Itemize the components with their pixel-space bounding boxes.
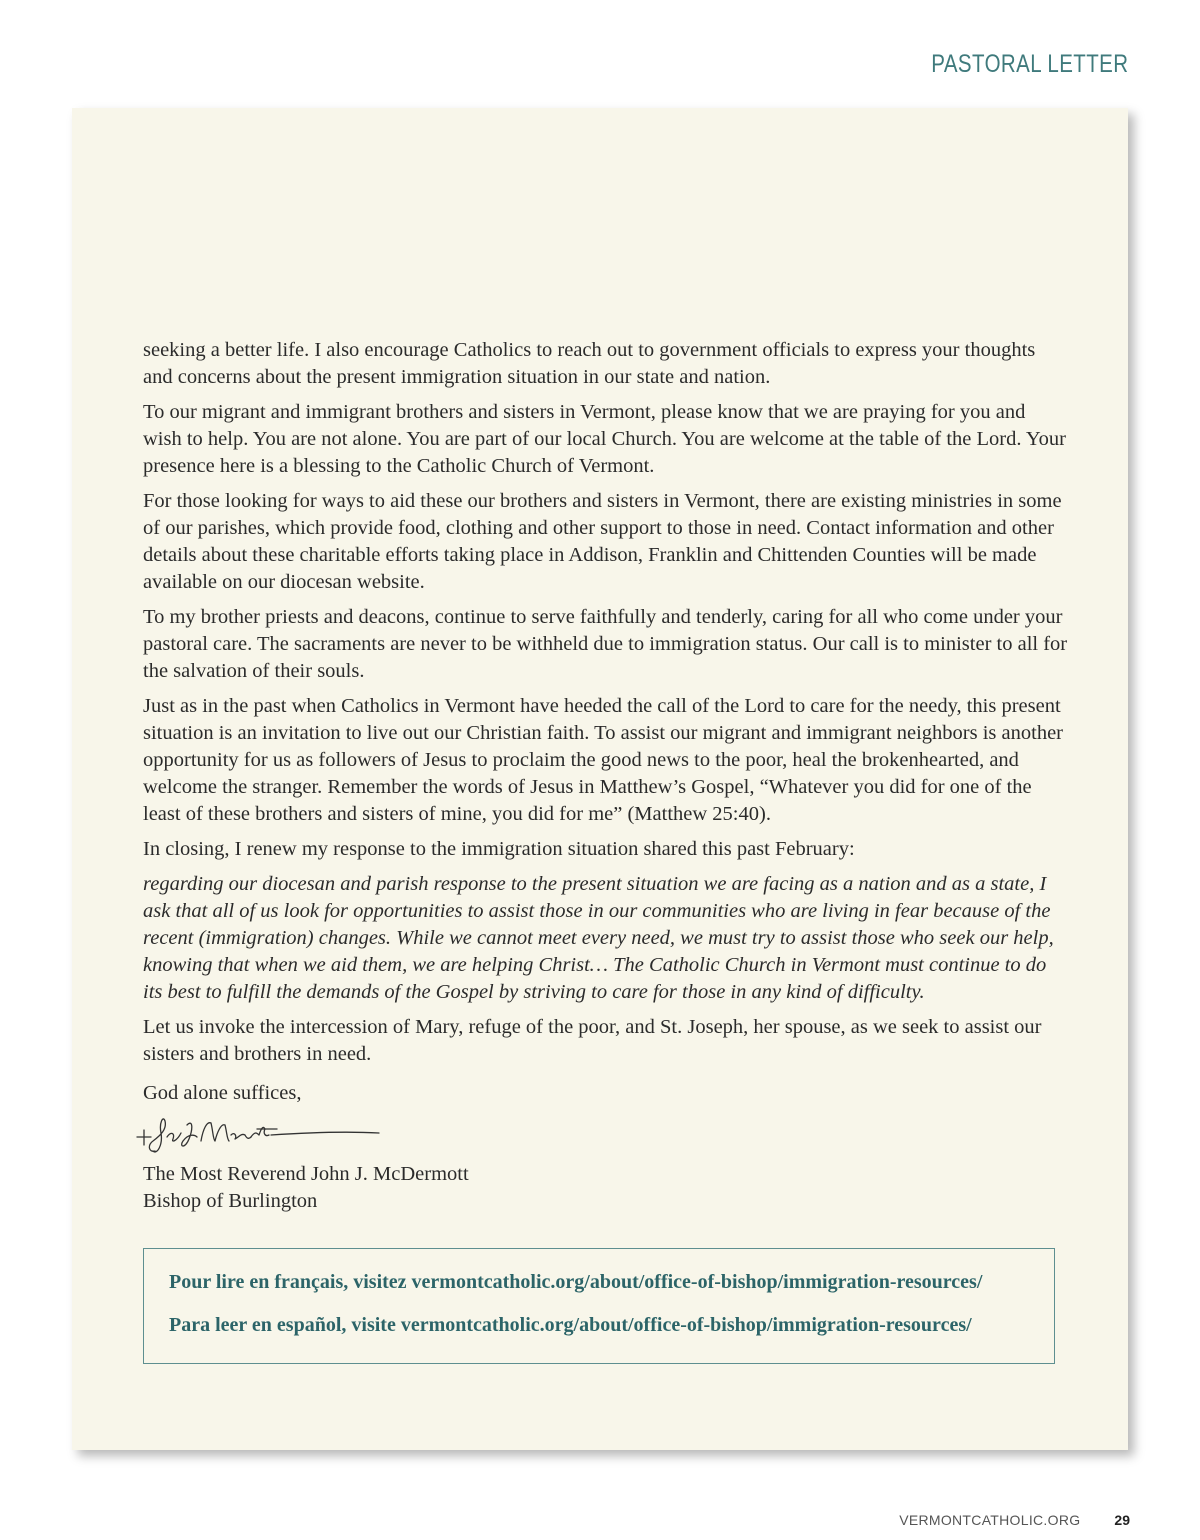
section-label: PASTORAL LETTER <box>930 50 1128 78</box>
letter-paragraph: To our migrant and immigrant brothers and sisters in Vermont, please know that we are praying for you and wish to help. You are not alone. You are part of our local Church. You are welcome at the table of the Lord. Your presence here is a blessing to the Catholic Church of Vermont. <box>143 401 1066 477</box>
closing-line: God alone suffices, <box>143 1082 302 1104</box>
letter-paragraph: In closing, I renew my response to the immigration situation shared this past February: <box>143 838 855 860</box>
letter-paragraph: To my brother priests and deacons, continue to serve faithfully and tenderly, caring for all who come under your pastoral care. The sacraments are never to be withheld due to immigration status. Our call is to minister to all for the salvation of their souls. <box>143 606 1068 682</box>
french-resource-link[interactable]: Pour lire en français, visitez vermontcatholic.org/about/office-of-bishop/immigration-resources/ <box>169 1271 983 1293</box>
signature-block <box>143 1080 743 1215</box>
translation-resources-box <box>143 1248 1055 1364</box>
letter-paragraph: Let us invoke the intercession of Mary, refuge of the poor, and St. Joseph, her spouse, as we seek to assist our sisters and brothers in need. <box>143 1016 1042 1065</box>
letter-paragraph: For those looking for ways to aid these our brothers and sisters in Vermont, there are existing ministries in some of our parishes, which provide food, clothing and other support to those in need. Contact information and other details about these charitable efforts taking place in Addison, Franklin and Chittenden Counties will be made available on our diocesan website. <box>143 490 1062 593</box>
page-footer <box>899 1512 1130 1528</box>
page-number: 29 <box>1114 1512 1130 1528</box>
letter-body <box>143 337 1068 1076</box>
signer-name: The Most Reverend John J. McDermott <box>143 1163 469 1185</box>
footer-website: VERMONTCATHOLIC.ORG <box>899 1512 1081 1528</box>
letter-paragraph: Just as in the past when Catholics in Vermont have heeded the call of the Lord to care for the needy, this present situation is an invitation to live out our Christian faith. To assist our migrant and immigrant neighbors is another opportunity for us as followers of Jesus to proclaim the good news to the poor, heal the brokenhearted, and welcome the stranger. Remember the words of Jesus in Matthew’s Gospel, “Whatever you did for one of the least of these brothers and sisters of mine, you did for me” (Matthew 25:40). <box>143 695 1063 825</box>
handwritten-signature <box>131 1111 391 1161</box>
spanish-resource-link[interactable]: Para leer en español, visite vermontcatholic.org/about/office-of-bishop/immigration-resources/ <box>169 1314 972 1336</box>
february-quote: regarding our diocesan and parish response to the present situation we are facing as a nation and as a state, I ask that all of us look for opportunities to assist those in our communities who are living in fear because of the recent (immigration) changes. While we cannot meet every need, we must try to assist those who seek our help, knowing that when we aid them, we are helping Christ… The Catholic Church in Vermont must continue to do its best to fulfill the demands of the Gospel by striving to care for those in any kind of difficulty. <box>143 873 1054 1003</box>
signer-title: Bishop of Burlington <box>143 1190 318 1212</box>
letter-paragraph: seeking a better life. I also encourage Catholics to reach out to government officials to express your thoughts and concerns about the present immigration situation in our state and nation. <box>143 339 1036 388</box>
